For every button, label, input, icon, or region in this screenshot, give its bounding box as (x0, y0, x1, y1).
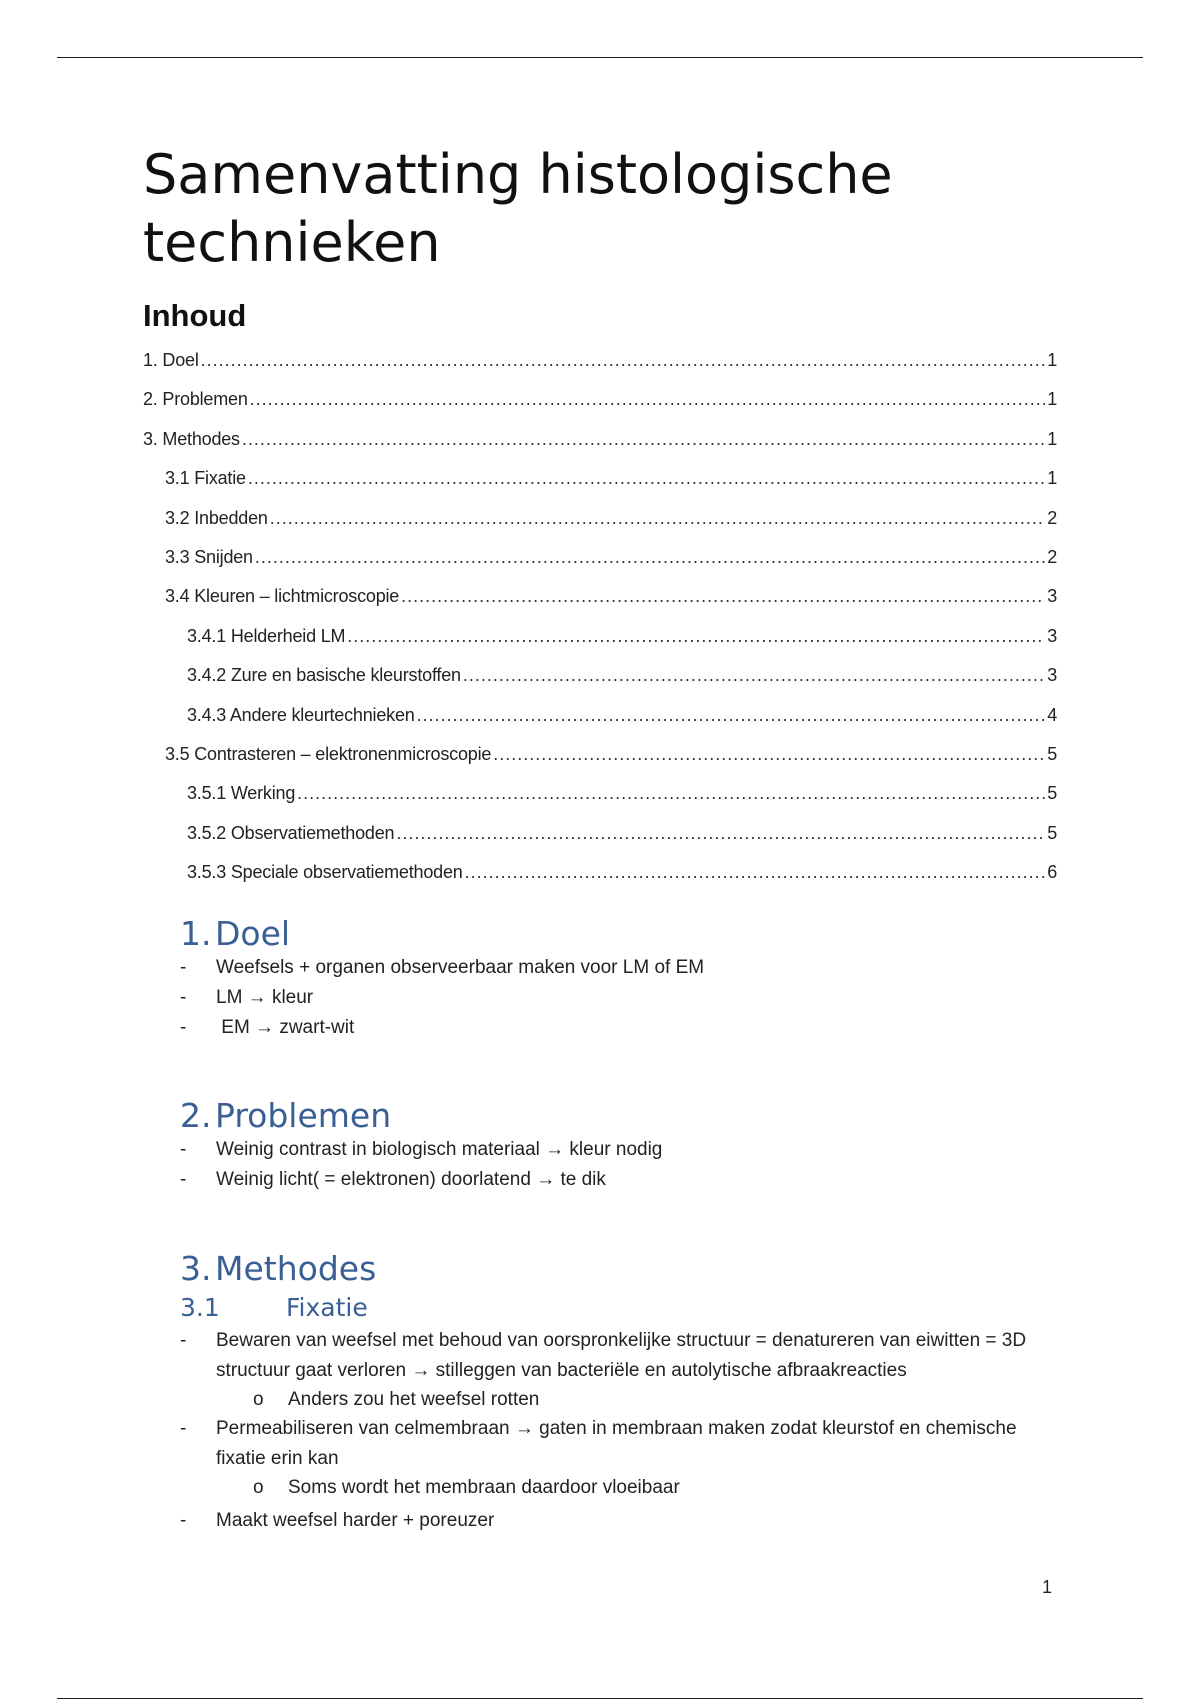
document-title: Samenvatting histologische technieken (143, 143, 893, 274)
section-number: 2. (180, 1096, 212, 1135)
toc-leader-dots (270, 508, 1045, 529)
toc-entry[interactable] (143, 389, 1057, 428)
toc-entry-label: 3. Methodes (143, 428, 240, 449)
toc-entry-page: 5 (1047, 822, 1057, 843)
toc-entry-page: 3 (1047, 586, 1057, 607)
section-title: Methodes (215, 1249, 377, 1288)
toc-entry-page: 5 (1047, 743, 1057, 764)
toc-entry[interactable] (143, 783, 1057, 822)
section-heading-doel (180, 914, 290, 953)
toc-entry[interactable] (143, 350, 1057, 389)
toc-leader-dots (250, 389, 1046, 410)
toc-entry[interactable] (143, 508, 1057, 547)
toc-entry[interactable] (143, 468, 1057, 507)
toc-heading: Inhoud (143, 298, 247, 333)
toc-entry-page: 3 (1047, 625, 1057, 646)
doel-bullet-list (180, 953, 1060, 1043)
list-item: - Bewaren van weefsel met behoud van oorspronkelijke structuur = denatureren van eiwitten = 3D structuur gaat verloren → stilleggen van bacteriële en autolytische afbraakreacties (180, 1330, 1027, 1381)
subsection-title: Fixatie (286, 1293, 368, 1322)
list-item: - Weinig licht( = elektronen) doorlatend → te dik (180, 1169, 606, 1190)
toc-leader-dots (417, 705, 1046, 726)
list-item: - Permeabiliseren van celmembraan → gaten in membraan maken zodat kleurstof en chemische fixatie erin kan (180, 1418, 1017, 1469)
toc-leader-dots (297, 783, 1045, 804)
sub-list-item: o Anders zou het weefsel rotten (253, 1389, 540, 1410)
toc-leader-dots (396, 823, 1045, 844)
section-title: Doel (215, 914, 291, 953)
toc-entry-label: 3.3 Snijden (165, 546, 253, 567)
toc-entry-page: 2 (1047, 507, 1057, 528)
toc-entry-page: 1 (1047, 428, 1057, 449)
section-title: Problemen (215, 1096, 392, 1135)
fixatie-bullet-list (180, 1326, 1060, 1536)
toc-entry-label: 3.5.1 Werking (187, 783, 296, 804)
toc-entry-page: 6 (1047, 862, 1057, 883)
toc-leader-dots (242, 429, 1045, 450)
toc-entry[interactable] (143, 823, 1057, 862)
list-item: - Maakt weefsel harder + poreuzer (180, 1510, 495, 1531)
list-item: - EM → zwart-wit (180, 1017, 355, 1038)
toc-entry-page: 5 (1047, 783, 1057, 804)
toc-entry[interactable] (143, 429, 1057, 468)
toc-leader-dots (255, 547, 1045, 568)
toc-entry[interactable] (143, 626, 1057, 665)
toc-entry-label: 3.1 Fixatie (165, 468, 246, 489)
list-item: - Weefsels + organen observeerbaar maken voor LM of EM (180, 957, 705, 978)
sub-list-item: o Soms wordt het membraan daardoor vloeibaar (253, 1477, 680, 1498)
toc-leader-dots (248, 468, 1045, 489)
toc-entry[interactable] (143, 665, 1057, 704)
toc-entry[interactable] (143, 547, 1057, 586)
toc-entry-label: 3.4.3 Andere kleurtechnieken (187, 704, 415, 725)
toc-entry-label: 3.4 Kleuren – lichtmicroscopie (165, 586, 400, 607)
toc-leader-dots (465, 862, 1046, 883)
toc-entry-label: 3.2 Inbedden (165, 507, 268, 528)
toc-entry-label: 1. Doel (143, 350, 199, 370)
toc-entry-label: 3.4.2 Zure en basische kleurstoffen (187, 665, 461, 686)
toc-leader-dots (201, 350, 1046, 371)
toc-entry[interactable] (143, 744, 1057, 783)
toc-leader-dots (401, 586, 1045, 607)
table-of-contents (143, 350, 1057, 901)
section-number: 3. (180, 1249, 212, 1288)
toc-entry-label: 3.4.1 Helderheid LM (187, 625, 346, 646)
subsection-number: 3.1 (180, 1293, 220, 1322)
problemen-bullet-list (180, 1135, 1060, 1195)
list-item: - LM → kleur (180, 987, 314, 1008)
toc-entry-label: 3.5 Contrasteren – elektronenmicroscopie (165, 743, 492, 764)
toc-leader-dots (463, 665, 1045, 686)
toc-entry-page: 3 (1047, 665, 1057, 686)
section-heading-problemen (180, 1096, 391, 1135)
toc-entry[interactable] (143, 862, 1057, 901)
footer-rule (57, 1698, 1143, 1699)
toc-entry-page: 4 (1047, 704, 1057, 725)
toc-entry[interactable] (143, 705, 1057, 744)
header-rule (57, 57, 1143, 58)
subsection-heading-fixatie (180, 1293, 368, 1322)
section-number: 1. (180, 914, 212, 953)
toc-entry-page: 1 (1047, 389, 1057, 410)
section-heading-methodes (180, 1249, 376, 1288)
toc-entry-page: 1 (1047, 468, 1057, 489)
page-number: 1 (1042, 1577, 1053, 1597)
toc-leader-dots (347, 626, 1045, 647)
toc-entry-page: 1 (1047, 350, 1057, 370)
toc-entry-label: 2. Problemen (143, 389, 248, 410)
toc-leader-dots (493, 744, 1045, 765)
toc-entry[interactable] (143, 586, 1057, 625)
toc-entry-label: 3.5.3 Speciale observatiemethoden (187, 862, 463, 883)
toc-entry-page: 2 (1047, 546, 1057, 567)
list-item: - Weinig contrast in biologisch materiaal → kleur nodig (180, 1139, 663, 1160)
toc-entry-label: 3.5.2 Observatiemethoden (187, 822, 395, 843)
